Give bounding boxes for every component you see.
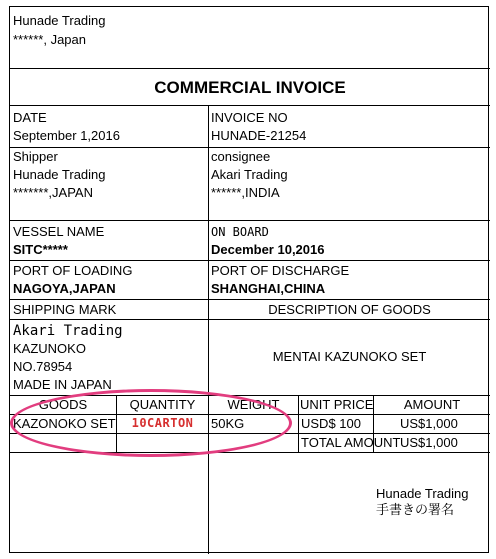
- invoice-no-value: HUNADE-21254: [211, 128, 307, 143]
- commercial-invoice: [9, 6, 489, 553]
- divider: [10, 220, 490, 221]
- divider: [10, 395, 490, 396]
- port-discharge-value: SHANGHAI,CHINA: [211, 281, 326, 296]
- divider: [10, 68, 490, 69]
- description-label: DESCRIPTION OF GOODS: [268, 302, 431, 317]
- divider: [10, 299, 490, 300]
- header-address: ******, Japan: [13, 32, 86, 47]
- port-loading-value: NAGOYA,JAPAN: [13, 281, 116, 296]
- divider: [10, 414, 490, 415]
- signature-note: 手書きの署名: [376, 503, 455, 518]
- description-value: MENTAI KAZUNOKO SET: [272, 349, 427, 364]
- quantity-header: QUANTITY: [129, 397, 196, 412]
- invoice-no-label: INVOICE NO: [211, 110, 288, 125]
- signature-company: Hunade Trading: [376, 486, 469, 501]
- vessel-value: SITC*****: [13, 242, 68, 257]
- vessel-label: VESSEL NAME: [13, 224, 105, 239]
- shipper-address: *******,JAPAN: [13, 185, 93, 200]
- shipping-mark-line3: NO.78954: [13, 359, 73, 374]
- on-board-label: ON BOARD: [211, 225, 269, 239]
- goods-header: GOODS: [38, 397, 88, 412]
- shipper-label: Shipper: [13, 149, 58, 164]
- amount-header: AMOUNT: [403, 397, 461, 412]
- divider: [208, 105, 209, 554]
- total-value: US$1,000: [400, 435, 458, 450]
- unit-price-header: UNIT PRICE: [300, 397, 374, 412]
- consignee-label: consignee: [211, 149, 271, 164]
- date-label: DATE: [13, 110, 47, 125]
- invoice-title: COMMERCIAL INVOICE: [154, 78, 346, 97]
- divider: [10, 433, 490, 434]
- divider: [10, 147, 490, 148]
- goods-cell: KAZONOKO SET: [13, 416, 116, 431]
- shipping-mark-line2: KAZUNOKO: [13, 341, 86, 356]
- divider: [10, 105, 490, 106]
- shipping-mark-label: SHIPPING MARK: [13, 302, 117, 317]
- amount-cell: US$1,000: [400, 416, 458, 431]
- total-label: TOTAL AMOUNT: [301, 435, 401, 450]
- shipper-name: Hunade Trading: [13, 167, 106, 182]
- divider: [298, 395, 299, 452]
- divider: [10, 260, 490, 261]
- weight-cell: 50KG: [211, 416, 245, 431]
- quantity-cell: 10CARTON: [131, 416, 194, 430]
- divider: [10, 319, 490, 320]
- shipping-mark-line4: MADE IN JAPAN: [13, 377, 112, 392]
- unit-price-cell: USD$ 100: [301, 416, 361, 431]
- header-company: Hunade Trading: [13, 13, 106, 28]
- date-value: September 1,2016: [13, 128, 120, 143]
- shipping-mark-line1: Akari Trading: [13, 323, 123, 339]
- divider: [10, 452, 490, 453]
- consignee-name: Akari Trading: [211, 167, 288, 182]
- on-board-value: December 10,2016: [211, 242, 325, 257]
- port-loading-label: PORT OF LOADING: [13, 263, 133, 278]
- weight-header: WEIGHT: [227, 397, 280, 412]
- consignee-address: ******,INDIA: [211, 185, 280, 200]
- port-discharge-label: PORT OF DISCHARGE: [211, 263, 350, 278]
